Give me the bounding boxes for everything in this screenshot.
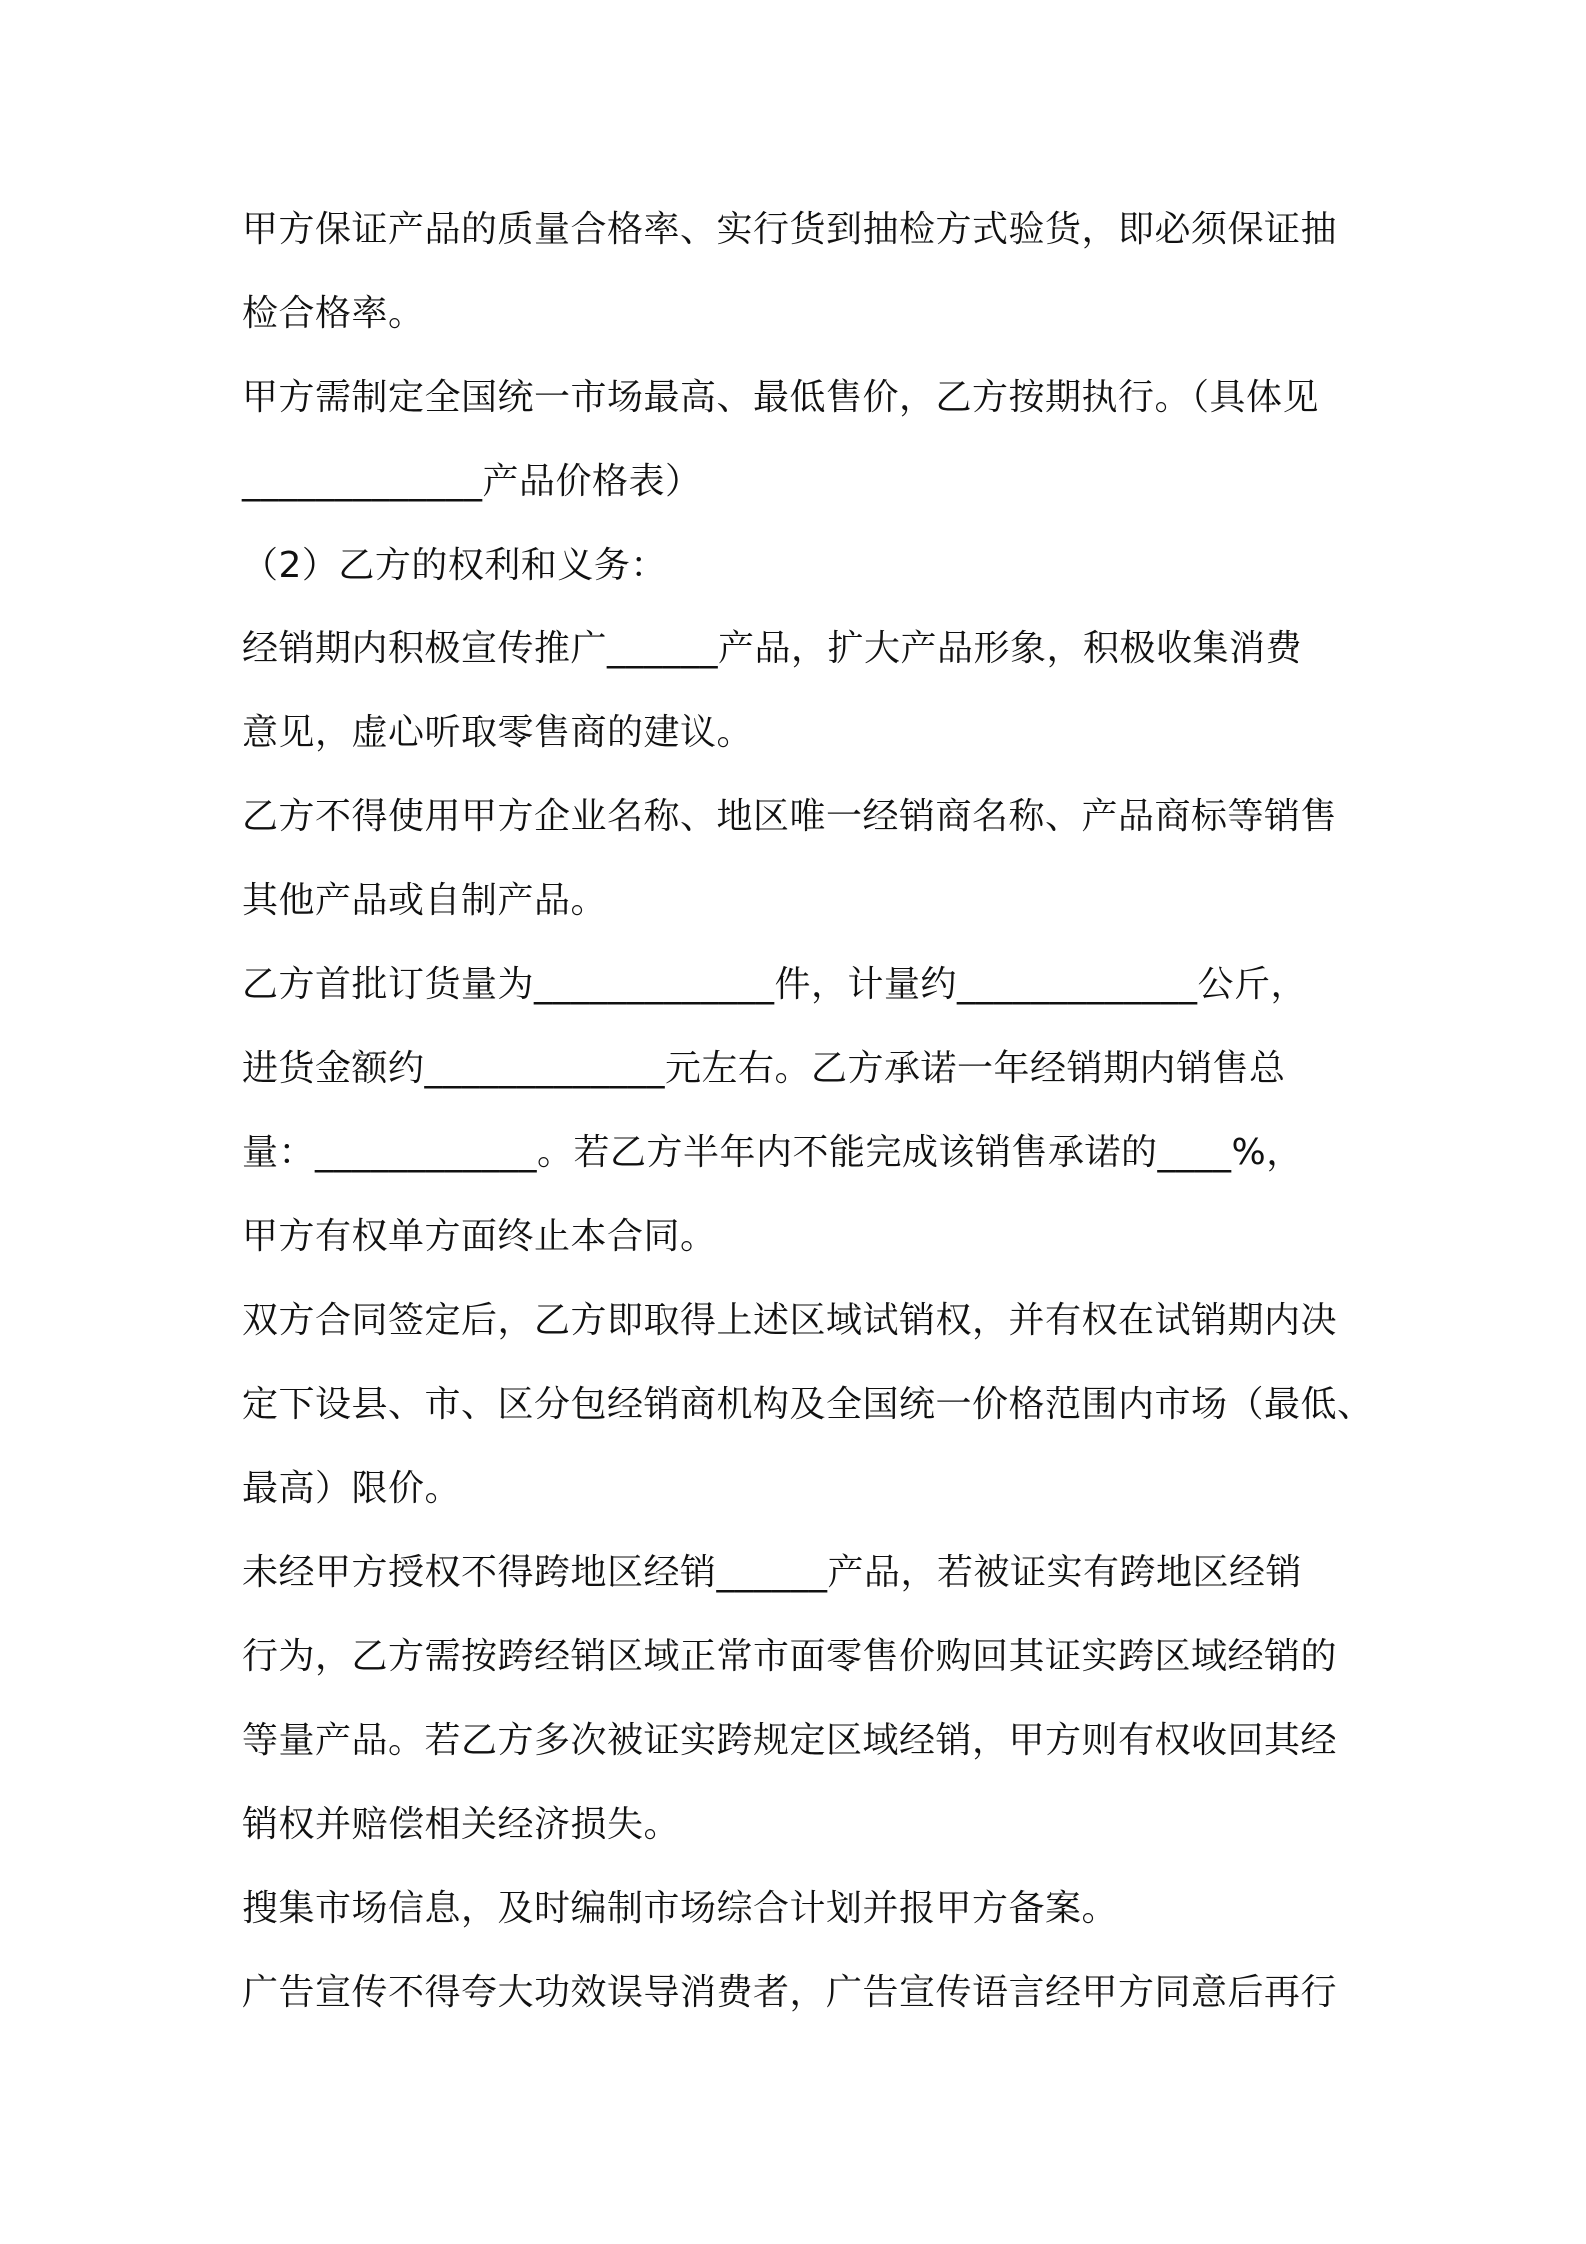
- text-line: 乙方不得使用甲方企业名称、地区唯一经销商名称、产品商标等销售: [242, 796, 1338, 837]
- text-line: 其他产品或自制产品。: [242, 880, 608, 921]
- text-line: 行为，乙方需按跨经销区域正常市面零售价购回其证实跨区域经销的: [242, 1636, 1338, 1677]
- text-line: 定下设县、市、区分包经销商机构及全国统一价格范围内市场（最低、: [242, 1384, 1374, 1425]
- text-line: 最高）限价。: [242, 1468, 462, 1509]
- text-line: 进货金额约_____________元左右。乙方承诺一年经销期内销售总: [242, 1048, 1286, 1089]
- text-line: 甲方需制定全国统一市场最高、最低售价，乙方按期执行。（具体见: [242, 377, 1320, 418]
- text-line: 未经甲方授权不得跨地区经销______产品，若被证实有跨地区经销: [242, 1552, 1303, 1593]
- text-line: 广告宣传不得夸大功效误导消费者，广告宣传语言经甲方同意后再行: [242, 1972, 1338, 2013]
- text-line: 双方合同签定后，乙方即取得上述区域试销权，并有权在试销期内决: [242, 1300, 1338, 1341]
- text-line: 量：____________。若乙方半年内不能完成该销售承诺的____%，: [242, 1132, 1303, 1173]
- text-line: 检合格率。: [242, 293, 425, 334]
- text-line: 销权并赔偿相关经济损失。: [242, 1804, 681, 1845]
- text-line: 意见，虚心听取零售商的建议。: [242, 712, 754, 753]
- text-line: 乙方首批订货量为_____________件，计量约_____________公斤，: [242, 964, 1308, 1005]
- text-line: 经销期内积极宣传推广______产品，扩大产品形象，积极收集消费: [242, 628, 1303, 669]
- text-line: _____________产品价格表）: [242, 461, 702, 502]
- text-line: 甲方保证产品的质量合格率、实行货到抽检方式验货，即必须保证抽: [242, 209, 1338, 250]
- text-line: 甲方有权单方面终止本合同。: [242, 1216, 717, 1257]
- text-line: 搜集市场信息，及时编制市场综合计划并报甲方备案。: [242, 1888, 1119, 1929]
- section-heading: （2）乙方的权利和义务：: [242, 545, 667, 586]
- text-line: 等量产品。若乙方多次被证实跨规定区域经销，甲方则有权收回其经: [242, 1720, 1338, 1761]
